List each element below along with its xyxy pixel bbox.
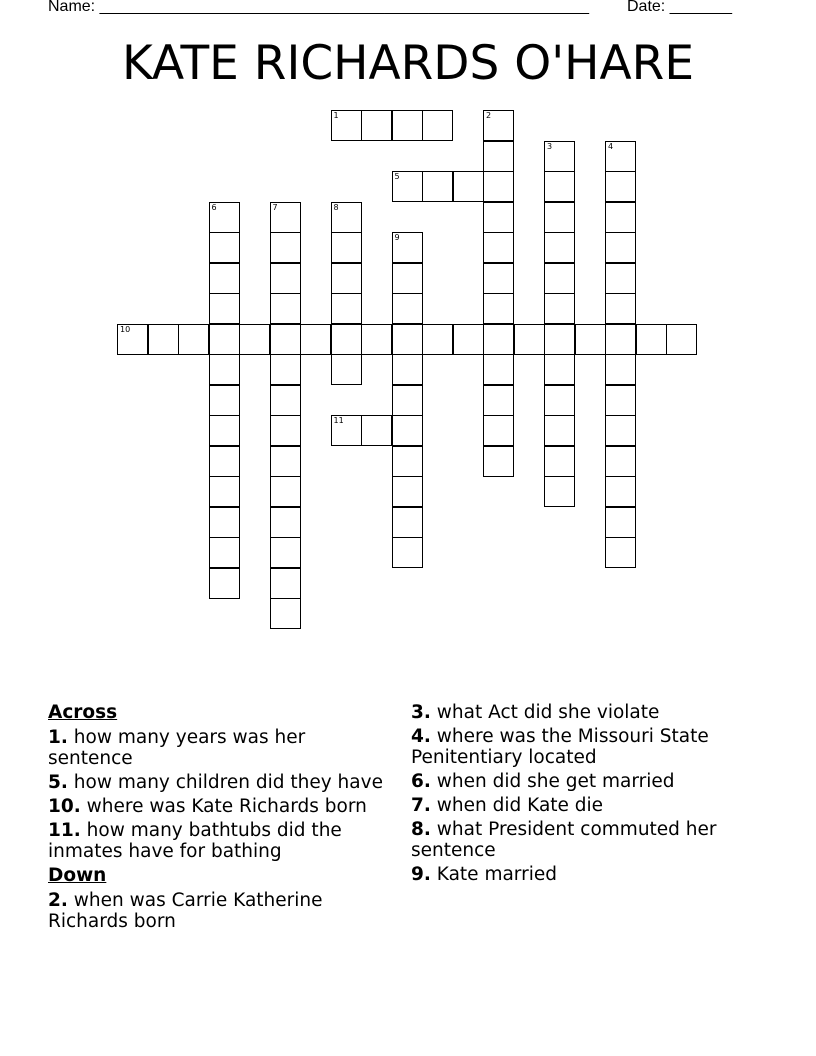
- grid-cell[interactable]: [422, 110, 453, 141]
- cell-number: 3: [547, 141, 553, 151]
- grid-cell[interactable]: [270, 537, 301, 568]
- grid-cell[interactable]: [270, 232, 301, 263]
- clues-left-column: [48, 702, 388, 935]
- across-heading: Across: [48, 702, 118, 723]
- grid-cell[interactable]: [392, 232, 423, 263]
- cell-number: 2: [486, 111, 492, 120]
- grid-cell[interactable]: [270, 507, 301, 538]
- grid-cell[interactable]: [270, 476, 301, 507]
- grid-cell[interactable]: [270, 568, 301, 599]
- grid-cell[interactable]: [270, 598, 301, 629]
- grid-cell[interactable]: [483, 232, 514, 263]
- grid-cell[interactable]: [331, 415, 362, 446]
- grid-cell[interactable]: [270, 202, 301, 233]
- grid-cell[interactable]: [331, 324, 362, 355]
- grid-cell[interactable]: [392, 263, 423, 294]
- cell-number: 10: [120, 324, 131, 334]
- grid-cell[interactable]: [636, 324, 667, 355]
- grid-cell[interactable]: [209, 232, 240, 263]
- grid-cell[interactable]: [605, 507, 636, 538]
- grid-cell[interactable]: [483, 263, 514, 294]
- grid-cell[interactable]: [422, 324, 453, 355]
- grid-cell[interactable]: [483, 141, 514, 172]
- grid-cell[interactable]: [331, 202, 362, 233]
- grid-cell[interactable]: [544, 385, 575, 416]
- grid-cell[interactable]: [270, 354, 301, 385]
- grid-cell[interactable]: [483, 171, 514, 202]
- grid-cell[interactable]: [331, 263, 362, 294]
- grid-cell[interactable]: [544, 293, 575, 324]
- grid-cell[interactable]: [331, 354, 362, 385]
- grid-cell[interactable]: [209, 537, 240, 568]
- cell-number: 5: [394, 172, 400, 181]
- grid-cell[interactable]: [361, 415, 392, 446]
- grid-cell[interactable]: [483, 446, 514, 477]
- grid-cell[interactable]: [209, 476, 240, 507]
- grid-cell[interactable]: [544, 232, 575, 263]
- grid-cell[interactable]: [270, 385, 301, 416]
- grid-cell[interactable]: [392, 110, 423, 141]
- grid-cell[interactable]: [544, 171, 575, 202]
- grid-cell[interactable]: [605, 202, 636, 233]
- grid-cell[interactable]: [392, 324, 423, 355]
- grid-cell[interactable]: [605, 385, 636, 416]
- grid-cell[interactable]: [209, 324, 240, 355]
- grid-cell[interactable]: [209, 446, 240, 477]
- grid-cell[interactable]: [392, 354, 423, 385]
- grid-cell[interactable]: [544, 354, 575, 385]
- grid-cell[interactable]: [544, 202, 575, 233]
- grid-cell[interactable]: [209, 202, 240, 233]
- grid-cell[interactable]: [544, 324, 575, 355]
- grid-cell[interactable]: [544, 476, 575, 507]
- down-heading: Down: [48, 865, 107, 886]
- grid-cell[interactable]: [453, 324, 484, 355]
- clue-across-11: 11. how many bathtubs did the inmates have for bathing: [48, 820, 342, 862]
- clues-right-column: [411, 702, 751, 888]
- grid-cell[interactable]: [117, 324, 148, 355]
- clue-down-9: 9. Kate married: [411, 864, 557, 885]
- clue-down-3: 3. what Act did she violate: [411, 702, 660, 723]
- grid-cell[interactable]: [392, 446, 423, 477]
- grid-cell[interactable]: [483, 385, 514, 416]
- grid-cell[interactable]: [178, 324, 209, 355]
- grid-cell[interactable]: [209, 354, 240, 385]
- date-field[interactable]: Date: _______: [627, 0, 732, 15]
- name-field[interactable]: Name: _______________________________________________________: [48, 0, 589, 15]
- clue-down-2: 2. when was Carrie Katherine Richards born: [48, 890, 323, 932]
- grid-cell[interactable]: [392, 476, 423, 507]
- grid-cell[interactable]: [605, 537, 636, 568]
- grid-cell[interactable]: [300, 324, 331, 355]
- clue-down-8: 8. what President commuted her sentence: [411, 819, 717, 861]
- grid-cell[interactable]: [605, 171, 636, 202]
- grid-cell[interactable]: [209, 385, 240, 416]
- grid-cell[interactable]: [331, 232, 362, 263]
- grid-cell[interactable]: [605, 324, 636, 355]
- grid-cell[interactable]: [209, 263, 240, 294]
- cell-number: 11: [333, 416, 344, 425]
- grid-cell[interactable]: [270, 293, 301, 324]
- clue-down-7: 7. when did Kate die: [411, 795, 604, 816]
- cell-number: 6: [211, 202, 217, 212]
- grid-cell[interactable]: [544, 141, 575, 172]
- grid-cell[interactable]: [422, 171, 453, 202]
- grid-cell[interactable]: [361, 324, 392, 355]
- cell-number: 8: [333, 202, 339, 212]
- grid-cell[interactable]: [270, 415, 301, 446]
- grid-cell[interactable]: [605, 446, 636, 477]
- clue-down-4: 4. where was the Missouri State Penitentiary located: [411, 726, 709, 768]
- grid-cell[interactable]: [544, 446, 575, 477]
- grid-cell[interactable]: [270, 263, 301, 294]
- grid-cell[interactable]: [148, 324, 179, 355]
- grid-cell[interactable]: [605, 141, 636, 172]
- grid-cell[interactable]: [605, 232, 636, 263]
- grid-cell[interactable]: [483, 202, 514, 233]
- grid-cell[interactable]: [605, 476, 636, 507]
- grid-cell[interactable]: [392, 507, 423, 538]
- grid-cell[interactable]: [209, 507, 240, 538]
- grid-cell[interactable]: [453, 171, 484, 202]
- grid-cell[interactable]: [575, 324, 606, 355]
- puzzle-title: KATE RICHARDS O'HARE: [121, 36, 695, 91]
- grid-cell[interactable]: [209, 293, 240, 324]
- cell-number: 7: [272, 202, 278, 212]
- grid-cell[interactable]: [544, 263, 575, 294]
- cell-number: 4: [608, 141, 614, 151]
- grid-cell[interactable]: [392, 385, 423, 416]
- clue-across-1: 1. how many years was her sentence: [48, 727, 306, 769]
- grid-cell[interactable]: [361, 110, 392, 141]
- grid-cell[interactable]: [209, 415, 240, 446]
- grid-cell[interactable]: [483, 110, 514, 141]
- grid-cell[interactable]: [392, 537, 423, 568]
- grid-cell[interactable]: [270, 324, 301, 355]
- grid-cell[interactable]: [605, 263, 636, 294]
- grid-cell[interactable]: [209, 568, 240, 599]
- grid-cell[interactable]: [605, 354, 636, 385]
- grid-cell[interactable]: [514, 324, 545, 355]
- grid-cell[interactable]: [544, 415, 575, 446]
- grid-cell[interactable]: [483, 415, 514, 446]
- cell-number: 9: [394, 233, 400, 242]
- grid-cell[interactable]: [483, 354, 514, 385]
- grid-cell[interactable]: [270, 446, 301, 477]
- grid-cell[interactable]: [239, 324, 270, 355]
- grid-cell[interactable]: [666, 324, 697, 355]
- cell-number: 1: [333, 111, 339, 120]
- clue-across-5: 5. how many children did they have: [48, 772, 383, 793]
- clue-across-10: 10. where was Kate Richards born: [48, 796, 367, 817]
- grid-cell[interactable]: [605, 415, 636, 446]
- grid-cell[interactable]: [605, 293, 636, 324]
- grid-cell[interactable]: [483, 324, 514, 355]
- clue-down-6: 6. when did she get married: [411, 771, 675, 792]
- grid-cell[interactable]: [392, 415, 423, 446]
- grid-cell[interactable]: [392, 171, 423, 202]
- grid-cell[interactable]: [331, 293, 362, 324]
- grid-cell[interactable]: [392, 293, 423, 324]
- grid-cell[interactable]: [483, 293, 514, 324]
- grid-cell[interactable]: [331, 110, 362, 141]
